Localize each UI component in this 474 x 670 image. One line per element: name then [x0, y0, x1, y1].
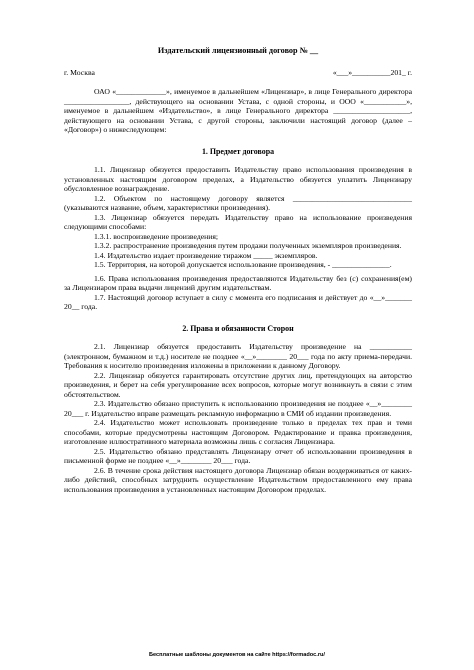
clause-1-4: 1.4. Издательство издает произведение тиражом _____ экземпляров. — [94, 250, 318, 260]
clause-2-3: 2.3. Издательство обязано приступить к использованию произведения не позднее «__»________ 20___ г. Издательство вправе размещать рекламную информацию в СМИ об издании произведения. — [64, 399, 412, 418]
clause-1-7: 1.7. Настоящий договор вступает в силу с момента его подписания и действует до «__»_______ 20__ года. — [64, 292, 412, 311]
clause-2-6: 2.6. В течение срока действия настоящего договора Лицензиар обязан воздерживаться от каких-либо действий, способных затруднить осуществление Издательством предоставленного ему права использования произведения в установленных настоящим Договором пределах. — [64, 465, 412, 494]
clause-2-5: 2.5. Издательство обязано представлять Лицензиару отчет об использовании произведения в письменной форме не позднее «__»________ 20___ года. — [64, 446, 412, 465]
clause-1-5: 1.5. Территория, на которой допускается использование произведения, - _______________. — [94, 260, 392, 269]
city: г. Москва — [64, 67, 95, 77]
clause-1-1: 1.1. Лицензиар обязуется предоставить Издательству право использования произведения в установленных настоящим договором пределах, а Издательство обязуется уплатить Лицензиару обусловленное вознаграждение. — [64, 165, 412, 193]
section-heading-subject: 1. Предмет договора — [201, 146, 275, 156]
clause-2-2: 2.2. Лицензиар обязуется гарантировать отсутствие других лиц, претендующих на авторство произведения, и берет на себя урегулирование всех вопросов, которые могут возникнуть в связи с этим обстоятельством. — [64, 370, 412, 399]
clause-1-6: 1.6. Права использования произведения предоставляются Издательству без (с) сохранения(ем) за Лицензиаром права выдачи лицензий другим издательствам. — [64, 273, 412, 292]
footer-note: Бесплатные шаблоны документов на сайте https://formadoc.ru/ — [149, 652, 325, 658]
clause-1-3: 1.3. Лицензиар обязуется передать Издательству право на использование произведения следующими способами: — [64, 212, 412, 231]
clause-2-4: 2.4. Издательство может использовать произведение только в пределах тех прав и теми способами, которые предусмотрены настоящим Договором. Редактирование и правка произведения, изготовление иллюстративного материала возможны лишь с согласия Лицензиара. — [64, 418, 412, 446]
clause-1-2: 1.2. Объектом по настоящему договору является _______________________________ (указываются название, объем, характеристики произведения). — [64, 193, 412, 212]
clause-1-3-1: 1.3.1. воспроизведение произведения; — [94, 231, 219, 241]
preamble: ОАО «_____________», именуемое в дальнейшем «Лицензиар», в лице Генерального директора _________________, действующего на основании Устава, с одной стороны, и ООО «___________», именуемое в дальнейшем «Издательство», в лице Генерального директора ____________________, действующего на основании Устава, с другой стороны, заключили настоящий договор (далее – «Договор») о нижеследующем: — [64, 87, 412, 134]
clause-1-3-2: 1.3.2. распространение произведения путем продажи полученных экземпляров произведения. — [94, 241, 402, 250]
contract-date: «___»__________201_ г. — [332, 67, 412, 77]
section-heading-rights: 2. Права и обязанности Сторон — [182, 323, 294, 333]
city-date-row — [64, 68, 412, 78]
document-title: Издательский лицензионный договор № __ — [157, 46, 319, 55]
clause-2-1: 2.1. Лицензиар обязуется предоставить Издательству произведение на ___________ (электронном, бумажном и т.д.) носителе не позднее «__»________ 20___ года по акту приема-передачи. Требования к носителю произведения изложены в приложении к данному Договору. — [64, 342, 412, 370]
